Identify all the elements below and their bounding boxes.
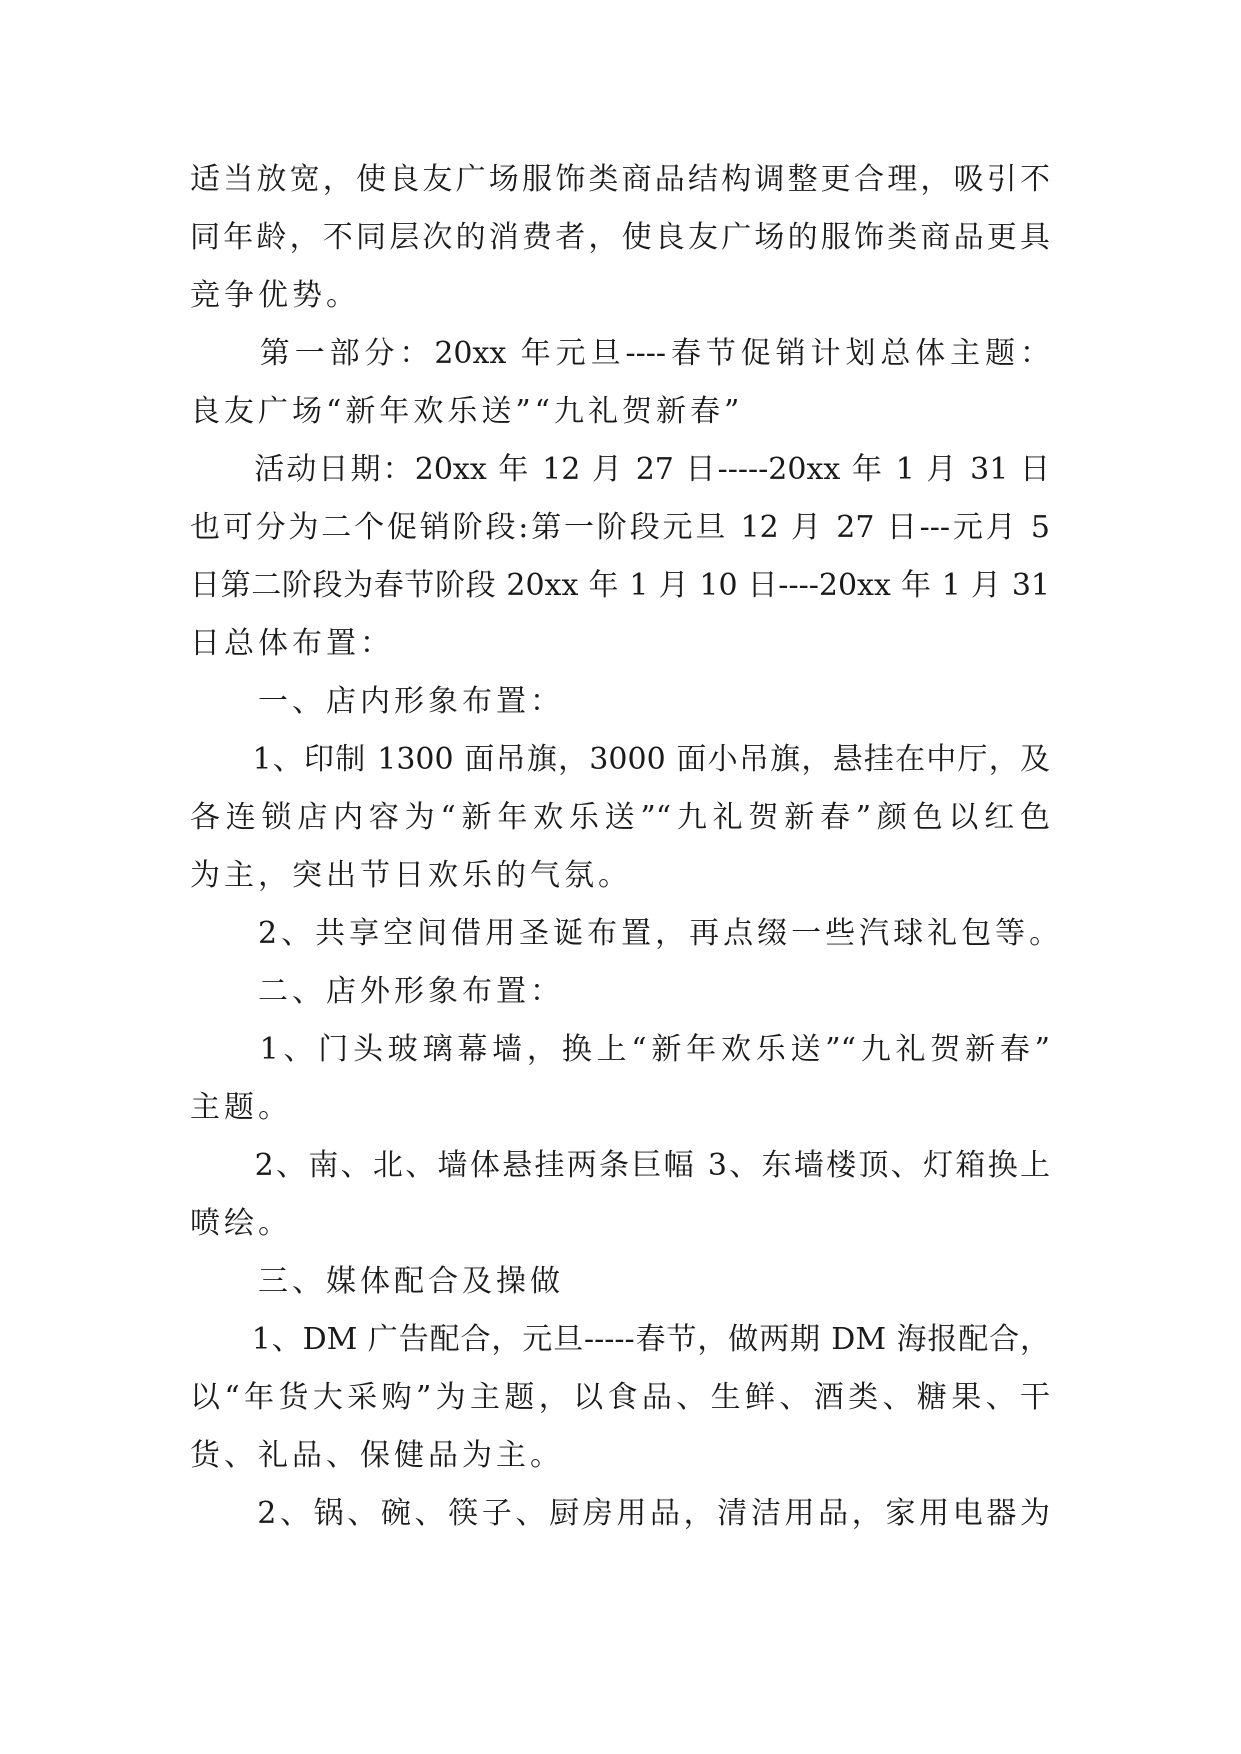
section-heading: 一、店内形象布置：	[190, 684, 564, 719]
text-line: 为主，突出节日欢乐的气氛。	[190, 858, 632, 893]
text-line: 日第二阶段为春节阶段 20xx 年 1 月 10 日----20xx 年 1 月 31	[190, 568, 1050, 603]
text-line: 第一部分：20xx 年元旦----春节促销计划总体主题：	[190, 336, 1050, 371]
text-line: 竞争优势。	[190, 278, 360, 313]
text-line: 活动日期：20xx 年 12 月 27 日-----20xx 年 1 月 31 日	[190, 452, 1050, 487]
text-line: 以“年货大采购”为主题，以食品、生鲜、酒类、糖果、干	[190, 1380, 1050, 1415]
text-line: 主题。	[190, 1090, 292, 1125]
text-line: 良友广场“新年欢乐送”“九礼贺新春”	[190, 394, 744, 429]
text-line: 货、礼品、保健品为主。	[190, 1438, 564, 1473]
text-line: 也可分为二个促销阶段:第一阶段元旦 12 月 27 日---元月 5	[190, 510, 1050, 545]
text-line: 适当放宽，使良友广场服饰类商品结构调整更合理，吸引不	[190, 162, 1050, 197]
section-heading: 二、店外形象布置：	[190, 974, 564, 1009]
text-line: 1、DM 广告配合，元旦-----春节，做两期 DM 海报配合，	[190, 1322, 1050, 1357]
text-line: 日总体布置：	[190, 626, 394, 661]
text-line: 同年龄，不同层次的消费者，使良友广场的服饰类商品更具	[190, 220, 1050, 255]
text-line: 2、共享空间借用圣诞布置，再点缀一些汽球礼包等。	[190, 916, 1064, 951]
text-line: 各连锁店内容为“新年欢乐送”“九礼贺新春”颜色以红色	[190, 800, 1050, 835]
text-line: 喷绘。	[190, 1206, 292, 1241]
text-line: 1、印制 1300 面吊旗，3000 面小吊旗，悬挂在中厅，及	[190, 742, 1050, 777]
text-line: 2、南、北、墙体悬挂两条巨幅 3、东墙楼顶、灯箱换上	[190, 1148, 1050, 1183]
text-line: 1、门头玻璃幕墙，换上“新年欢乐送”“九礼贺新春”	[190, 1032, 1050, 1067]
text-line: 2、锅、碗、筷子、厨房用品，清洁用品，家用电器为	[190, 1496, 1050, 1531]
section-heading: 三、媒体配合及操做	[190, 1264, 564, 1299]
